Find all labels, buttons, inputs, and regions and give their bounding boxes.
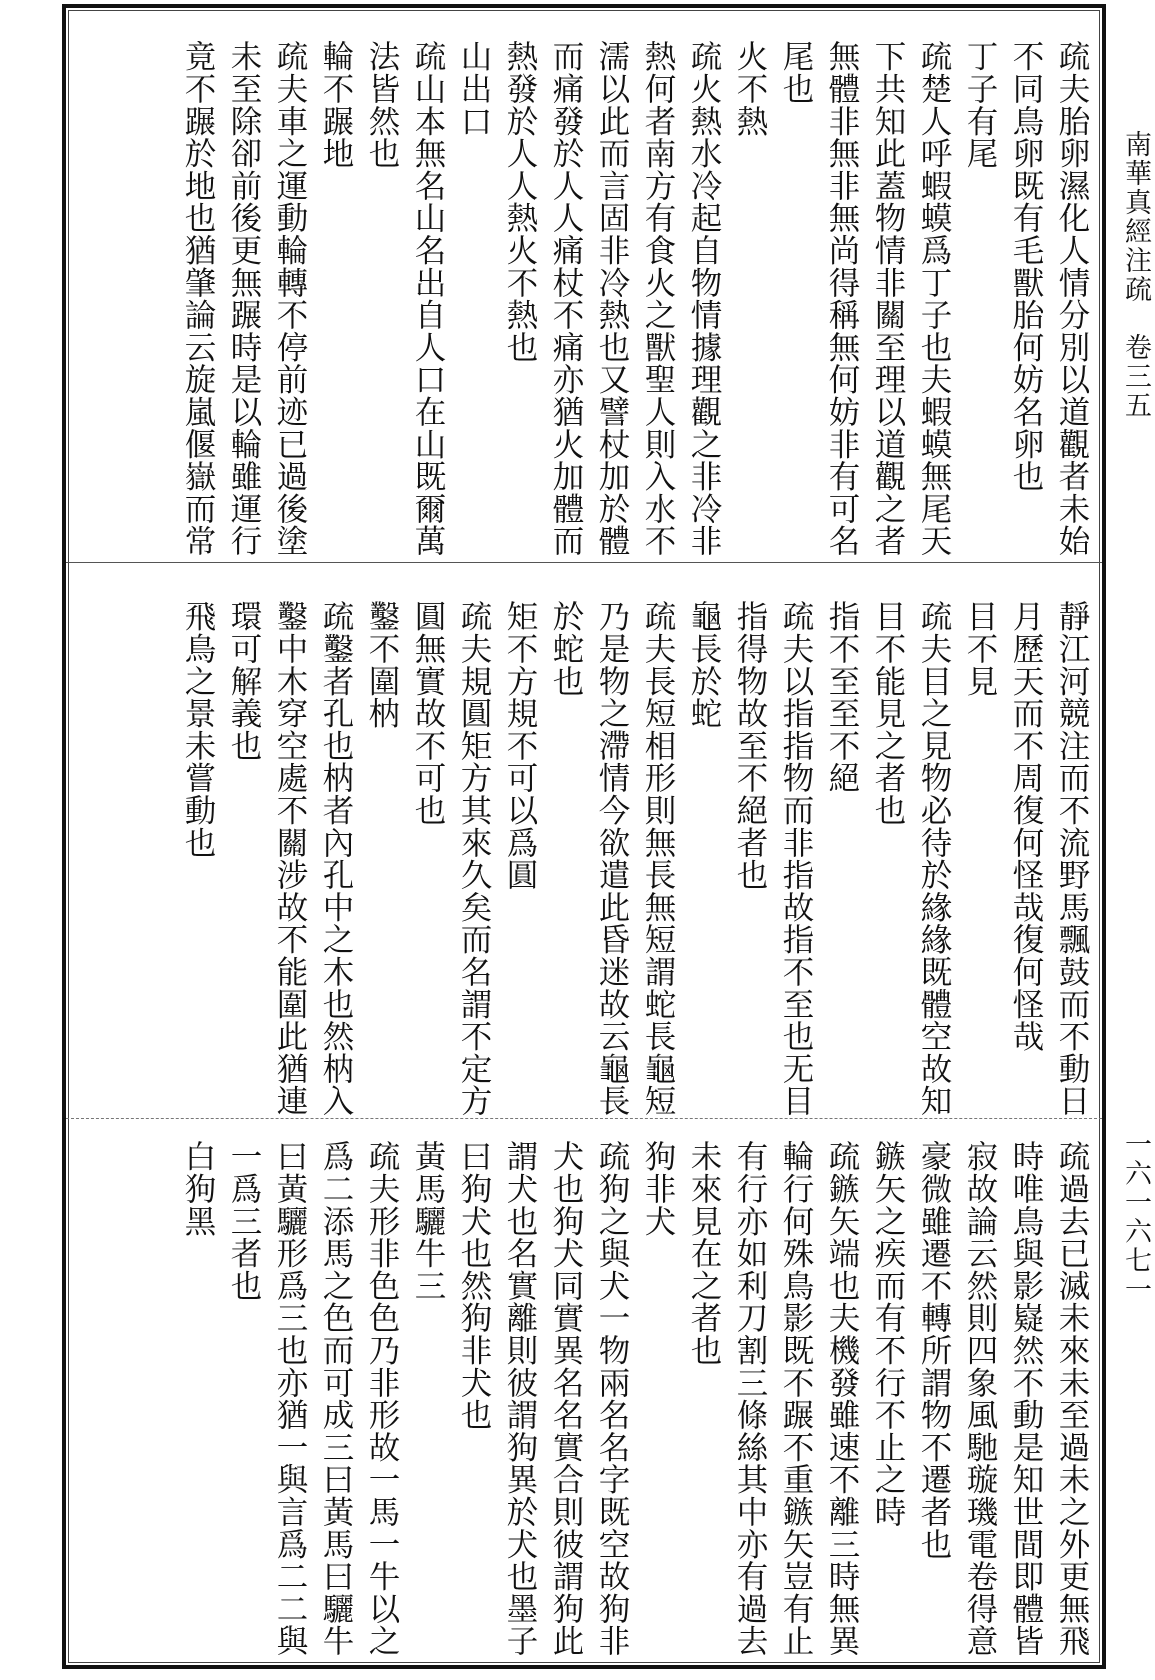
heading-column: 矩不方規不可以爲圓 (502, 600, 538, 891)
text-column: 寂故論云然則四象風馳璇璣電卷得意 (962, 1140, 998, 1657)
text-column: 疏狗之與犬一物兩名名字既空故狗非 (594, 1140, 630, 1657)
heading-column: 狗非犬 (640, 1140, 676, 1237)
heading-column: 輪不蹍地 (318, 40, 354, 170)
text-column: 熱發於人人熱火不熱也 (502, 40, 538, 363)
text-column: 疏鏃矢端也夫機發雖速不離三時無異 (824, 1140, 860, 1657)
text-column: 疏夫胎卵濕化人情分別以道觀者未始 (1054, 40, 1090, 557)
text-column: 一爲三者也 (226, 1140, 262, 1302)
heading-column: 鏃矢之疾而有不行不止之時 (870, 1140, 906, 1528)
text-column: 疏鑿者孔也枘者內孔中之木也然枘入 (318, 600, 354, 1117)
text-column: 靜江河競注而不流野馬飄鼓而不動日 (1054, 600, 1090, 1117)
text-column: 疏夫長短相形則無長無短謂蛇長龜短 (640, 600, 676, 1117)
book-title-margin: 南華真經注疏 卷三五 (1120, 130, 1151, 420)
heading-column: 指不至至不絕 (824, 600, 860, 794)
text-column: 無體非無非無尚得稱無何妨非有可名 (824, 40, 860, 557)
text-column: 有行亦如利刀割三條絲其中亦有過去 (732, 1140, 768, 1657)
heading-column: 目不見 (962, 600, 998, 697)
text-column: 疏夫以指指物而非指故指不至也无目 (778, 600, 814, 1117)
text-column: 疏山本無名山名出自人口在山既爾萬 (410, 40, 446, 557)
heading-column: 白狗黑 (180, 1140, 216, 1237)
text-column: 曰黃驪形爲三也亦猶一與言爲二二與 (272, 1140, 308, 1657)
text-column: 於蛇也 (548, 600, 584, 697)
text-column: 目不能見之者也 (870, 600, 906, 827)
heading-column: 龜長於蛇 (686, 600, 722, 730)
text-column: 豪微雖遷不轉所謂物不遷者也 (916, 1140, 952, 1560)
text-column: 謂犬也名實離則彼謂狗異於犬也墨子 (502, 1140, 538, 1657)
heading-column: 火不熱 (732, 40, 768, 137)
heading-column: 飛鳥之景未嘗動也 (180, 600, 216, 859)
text-column: 疏過去已滅未來未至過未之外更無飛 (1054, 1140, 1090, 1657)
text-column: 熱何者南方有食火之獸聖人則入水不 (640, 40, 676, 557)
text-column: 疏夫車之運動輪轉不停前迹已過後塗 (272, 40, 308, 557)
text-register-bottom (74, 1140, 1095, 1680)
text-column: 疏夫目之見物必待於緣緣既體空故知 (916, 600, 952, 1117)
text-column: 疏夫形非色色乃非形故一馬一牛以之 (364, 1140, 400, 1657)
text-column: 疏夫規圓矩方其來久矣而名謂不定方 (456, 600, 492, 1117)
text-column: 竟不蹍於地也猶肇論云旋嵐偃嶽而常 (180, 40, 216, 557)
text-column: 鑿中木穿空處不關涉故不能圍此猶連 (272, 600, 308, 1117)
text-column: 犬也狗犬同實異名名實合則彼謂狗此 (548, 1140, 584, 1657)
text-column: 法皆然也 (364, 40, 400, 170)
heading-column: 山出口 (456, 40, 492, 137)
text-register-top (74, 40, 1095, 580)
text-column: 濡以此而言固非冷熱也又譬杖加於體 (594, 40, 630, 557)
text-column: 環可解義也 (226, 600, 262, 762)
text-column: 月歷天而不周復何怪哉復何怪哉 (1008, 600, 1044, 1053)
text-column: 疏楚人呼蝦蟆爲丁子也夫蝦蟆無尾天 (916, 40, 952, 557)
text-column: 輪行何殊鳥影既不蹍不重鏃矢豈有止 (778, 1140, 814, 1657)
text-column: 爲二添馬之色而可成三曰黃馬曰驪牛 (318, 1140, 354, 1657)
text-column: 未至除卻前後更無蹍時是以輪雖運行 (226, 40, 262, 557)
heading-column: 黃馬驪牛三 (410, 1140, 446, 1302)
heading-column: 丁子有尾 (962, 40, 998, 170)
heading-column: 鑿不圍枘 (364, 600, 400, 730)
page-number-margin: 一六一六七一 (1120, 1130, 1151, 1304)
text-column: 時唯鳥與影嶷然不動是知世間即體皆 (1008, 1140, 1044, 1657)
text-column: 乃是物之滯情今欲遣此昏迷故云龜長 (594, 600, 630, 1117)
text-column: 而痛發於人人痛杖不痛亦猶火加體而 (548, 40, 584, 557)
text-column: 圓無實故不可也 (410, 600, 446, 827)
text-column: 不同鳥卵既有毛獸胎何妨名卵也 (1008, 40, 1044, 493)
text-column: 指得物故至不絕者也 (732, 600, 768, 891)
text-register-middle (74, 600, 1095, 1140)
text-column: 疏火熱水冷起自物情據理觀之非冷非 (686, 40, 722, 557)
text-column: 未來見在之者也 (686, 1140, 722, 1367)
text-column: 下共知此蓋物情非關至理以道觀之者 (870, 40, 906, 557)
text-column: 尾也 (778, 40, 814, 105)
text-column: 曰狗犬也然狗非犬也 (456, 1140, 492, 1431)
